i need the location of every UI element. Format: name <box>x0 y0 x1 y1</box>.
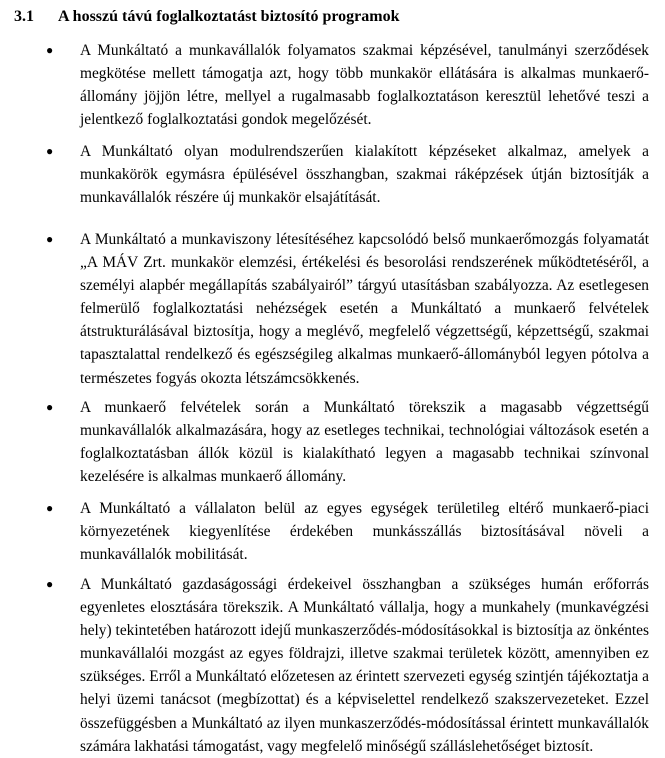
section-heading <box>14 7 400 27</box>
list-item-text: A Munkáltató a munkavállalók folyamatos szakmai képzésével, tanulmányi szerződések megkötése mellett támogatja azt, hogy több munkakör ellátására is alkalmas munkaerő-állomány jöjjön létre, mellyel a rugalmasabb foglalkoztatáson keresztül lehetővé teszi a jelentkező foglalkoztatási gondok megelőzését. <box>80 42 649 129</box>
list-item-text: A Munkáltató a munkaviszony létesítéséhez kapcsolódó belső munkaerőmozgás folyamatát „A MÁV Zrt. munkakör elemzési, értékelési és besorolási rendszerének működtetéséről, a személyi alapbér megállapítás szabályairól” tárgyú utasításban szabályozza. Az esetlegesen felmerülő foglalkoztatási nehézségek esetén a Munkáltató a munkaerő felvételek átstrukturálásával biztosítja, hogy a meglévő, megfelelő végzettségű, képzettségű, szakmai tapasztalattal rendelkező és egészségileg alkalmas munkaerő-állományból legyen pótolva a természetes fogyás okozta létszámcsökkenés. <box>80 231 649 387</box>
bullet-icon: ● <box>46 577 54 591</box>
bullet-icon: ● <box>46 144 54 158</box>
bullet-icon: ● <box>46 501 54 515</box>
list-item-text: A Munkáltató gazdaságossági érdekeivel összhangban a szükséges humán erőforrás egyenletes elosztására törekszik. A Munkáltató vállalja, hogy a munkahely (munkavégzési hely) tekintetében határozott idejű munkaszerződés-módosításokkal is biztosítja az önkéntes munkavállalói mozgást az egyes földrajzi, illetve szakmai területek között, amennyiben ez szükséges. Erről a Munkáltató előzetesen az érintett szervezeti egység szintjén tájékoztatja a helyi üzemi tanácsot (megbízottat) és a képviselettel rendelkező szakszervezeteket. Ezzel összefüggésben a Munkáltató az ilyen munkaszerződés-módosítással érintett munkavállalók számára lakhatási támogatást, vagy megfelelő minőségű szálláslehetőséget biztosít. <box>80 576 649 755</box>
list-item <box>46 228 649 390</box>
list-item <box>46 396 649 488</box>
list-item-text: A munkaerő felvételek során a Munkáltató törekszik a magasabb végzettségű munkavállalók alkalmazására, hogy az esetleges technikai, technológiai változások esetén a foglalkoztatásban állók közül is kialakítható legyen a magasabb technikai színvonal kezelésére is alkalmas munkaerő állomány. <box>80 399 649 486</box>
list-item <box>46 497 649 566</box>
list-item-text: A Munkáltató a vállalaton belül az egyes egységek területileg eltérő munkaerő-piaci környezetének kiegyenlítése érdekében munkásszállás biztosításával növeli a munkavállalók mobilitását. <box>80 500 649 564</box>
bullet-icon: ● <box>46 43 54 57</box>
bullet-icon: ● <box>46 232 54 246</box>
bullet-icon: ● <box>46 400 54 414</box>
list-item <box>46 39 649 131</box>
section-number: 3.1 <box>14 8 34 25</box>
section-title: A hosszú távú foglalkoztatást biztosító programok <box>58 8 400 25</box>
list-item-text: A Munkáltató olyan modulrendszerűen kialakított képzéseket alkalmaz, amelyek a munkakörök egymásra épülésével összhangban, szakmai ráképzések útján biztosítják a munkavállalók részére új munkakör elsajátítását. <box>80 143 649 207</box>
list-item <box>46 140 649 209</box>
list-item <box>46 573 649 758</box>
